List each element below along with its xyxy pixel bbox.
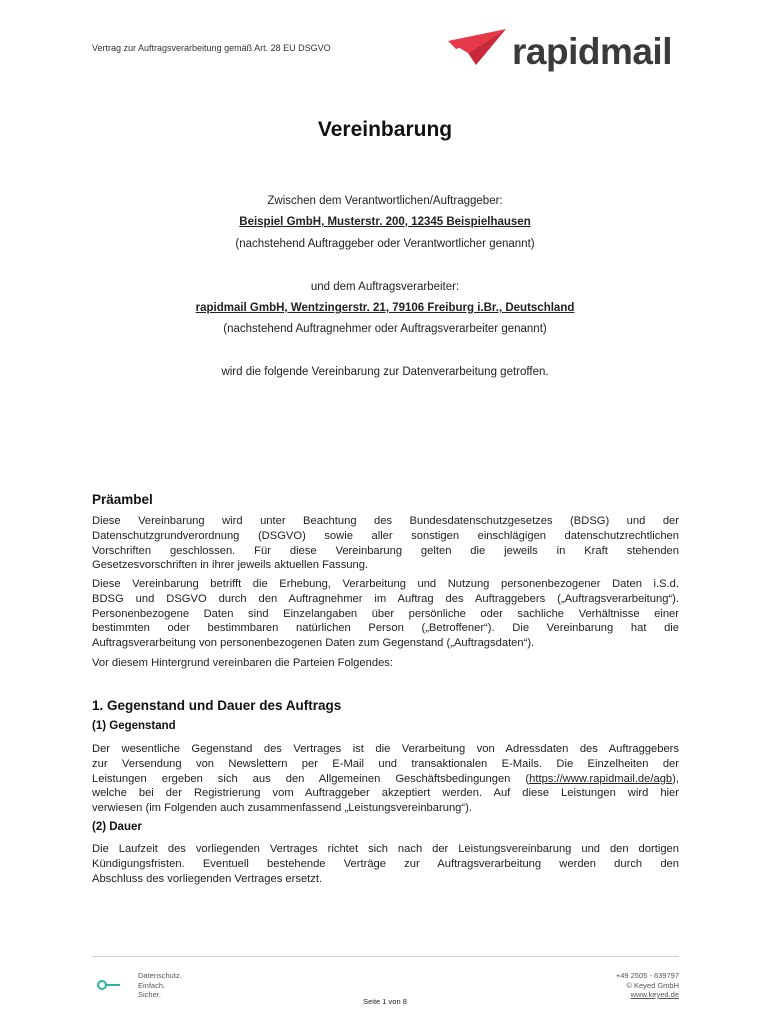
client-note: (nachstehend Auftraggeber oder Verantwortlicher genannt) xyxy=(235,238,535,250)
text-segment: Leistungen ergeben sich aus den Allgemeinen Geschäftsbedingungen ( xyxy=(92,772,530,785)
subject-paragraph xyxy=(92,742,679,816)
footer-contact xyxy=(616,971,679,1000)
processor-note: (nachstehend Auftragnehmer oder Auftragsverarbeiter genannt) xyxy=(223,323,547,335)
text-line: Auftragsverarbeitung von personenbezogenen Daten zum Gegenstand („Auftragsdaten“). xyxy=(92,637,535,650)
tagline-line: Sicher. xyxy=(138,990,161,999)
paper-plane-icon xyxy=(446,27,508,67)
text-line: Vor diesem Hintergrund vereinbaren die Parteien Folgendes: xyxy=(92,657,393,669)
rapidmail-logo xyxy=(446,27,676,77)
text-line: welche bei der Registrierung vom Auftraggeber akzeptiert werden. Auf diese Leistungen wird hier xyxy=(92,787,679,800)
processor-intro: und dem Auftragsverarbeiter: xyxy=(310,281,460,293)
text-line: Gesetzesvorschriften in ihrer jeweils aktuellen Fassung. xyxy=(92,559,369,572)
processor-name: rapidmail GmbH, Wentzingerstr. 21, 79106 Freiburg i.Br., Deutschland xyxy=(195,302,575,314)
tagline-line: Einfach. xyxy=(138,980,166,990)
document-title: Vereinbarung xyxy=(317,118,453,141)
text-line: Vorschriften geschlossen. Für diese Vereinbarung gelten die jeweils in Kraft stehenden xyxy=(92,544,679,557)
preamble-paragraph-2 xyxy=(92,577,679,651)
text-line: Diese Vereinbarung wird unter Beachtung des Bundesdatenschutzgesetzes (BDSG) und der xyxy=(92,515,679,527)
subsection-subject-heading: (1) Gegenstand xyxy=(92,720,176,732)
text-line: zur Versendung von Newslettern per E-Mail und transaktionalen E-Mails. Die Einzelheiten der xyxy=(92,757,679,770)
duration-paragraph xyxy=(92,842,679,886)
client-intro: Zwischen dem Verantwortlichen/Auftraggeber: xyxy=(267,195,503,207)
preamble-paragraph-1 xyxy=(92,514,679,573)
text-line: Die Laufzeit des vorliegenden Vertrages richtet sich nach der Leistungsvereinbarung und den dortigen xyxy=(92,843,679,855)
text-line: bestimmten oder bestimmbaren natürlichen Person („Betroffener“). Die Vereinbarung hat die xyxy=(92,622,679,635)
text-line: Datenschutzgrundverordnung (DSGVO) sowie aller sonstigen einschlägigen datenschutzrechtlichen xyxy=(92,529,679,542)
client-name: Beispiel GmbH, Musterstr. 200, 12345 Beispielhausen xyxy=(239,216,531,228)
page-number: Seite 1 von 8 xyxy=(363,997,407,1006)
subsection-duration-heading: (2) Dauer xyxy=(92,821,142,833)
keyed-logo-icon xyxy=(96,979,126,991)
agb-link[interactable]: https://www.rapidmail.de/agb xyxy=(529,772,673,785)
tagline-line: Datenschutz. xyxy=(138,971,182,980)
footer-company: © Keyed GmbH xyxy=(626,980,679,990)
text-line: verwiesen (im Folgenden auch zusammenfassend „Leistungsvereinbarung“). xyxy=(92,802,472,815)
text-segment: ), xyxy=(672,772,679,785)
text-line: Kündigungsfristen. Eventuell bestehende Verträge zur Auftragsverarbeitung werden durch den xyxy=(92,857,679,870)
logo-text: rapidmail xyxy=(512,31,672,72)
text-line xyxy=(92,772,679,787)
text-line: Personenbezogene Daten sind Einzelangaben über persönliche oder sachliche Verhältnisse einer xyxy=(92,607,679,620)
section-1-heading: 1. Gegenstand und Dauer des Auftrags xyxy=(92,698,342,713)
header-title: Vertrag zur Auftragsverarbeitung gemäß Art. 28 EU DSGVO xyxy=(92,43,331,53)
footer-tagline xyxy=(138,971,182,1000)
footer-divider xyxy=(92,956,679,957)
agreement-closing: wird die folgende Vereinbarung zur Datenverarbeitung getroffen. xyxy=(221,366,549,378)
text-line: Der wesentliche Gegenstand des Vertrages ist die Verarbeitung von Adressdaten des Auftraggebers xyxy=(92,743,679,755)
text-line: Abschluss des vorliegenden Vertrages ersetzt. xyxy=(92,872,323,885)
footer-website-link[interactable]: www.keyed.de xyxy=(630,990,679,999)
footer-phone: +49 2505 - 639797 xyxy=(615,971,679,980)
preamble-paragraph-3 xyxy=(92,656,679,671)
text-line: Diese Vereinbarung betrifft die Erhebung, Verarbeitung und Nutzung personenbezogener Daten i.S.d. xyxy=(92,578,679,590)
text-line: BDSG und DSGVO durch den Auftragnehmer im Auftrag des Auftraggebers („Auftragsverarbeitung“). xyxy=(92,592,679,605)
preamble-heading: Präambel xyxy=(92,492,153,507)
